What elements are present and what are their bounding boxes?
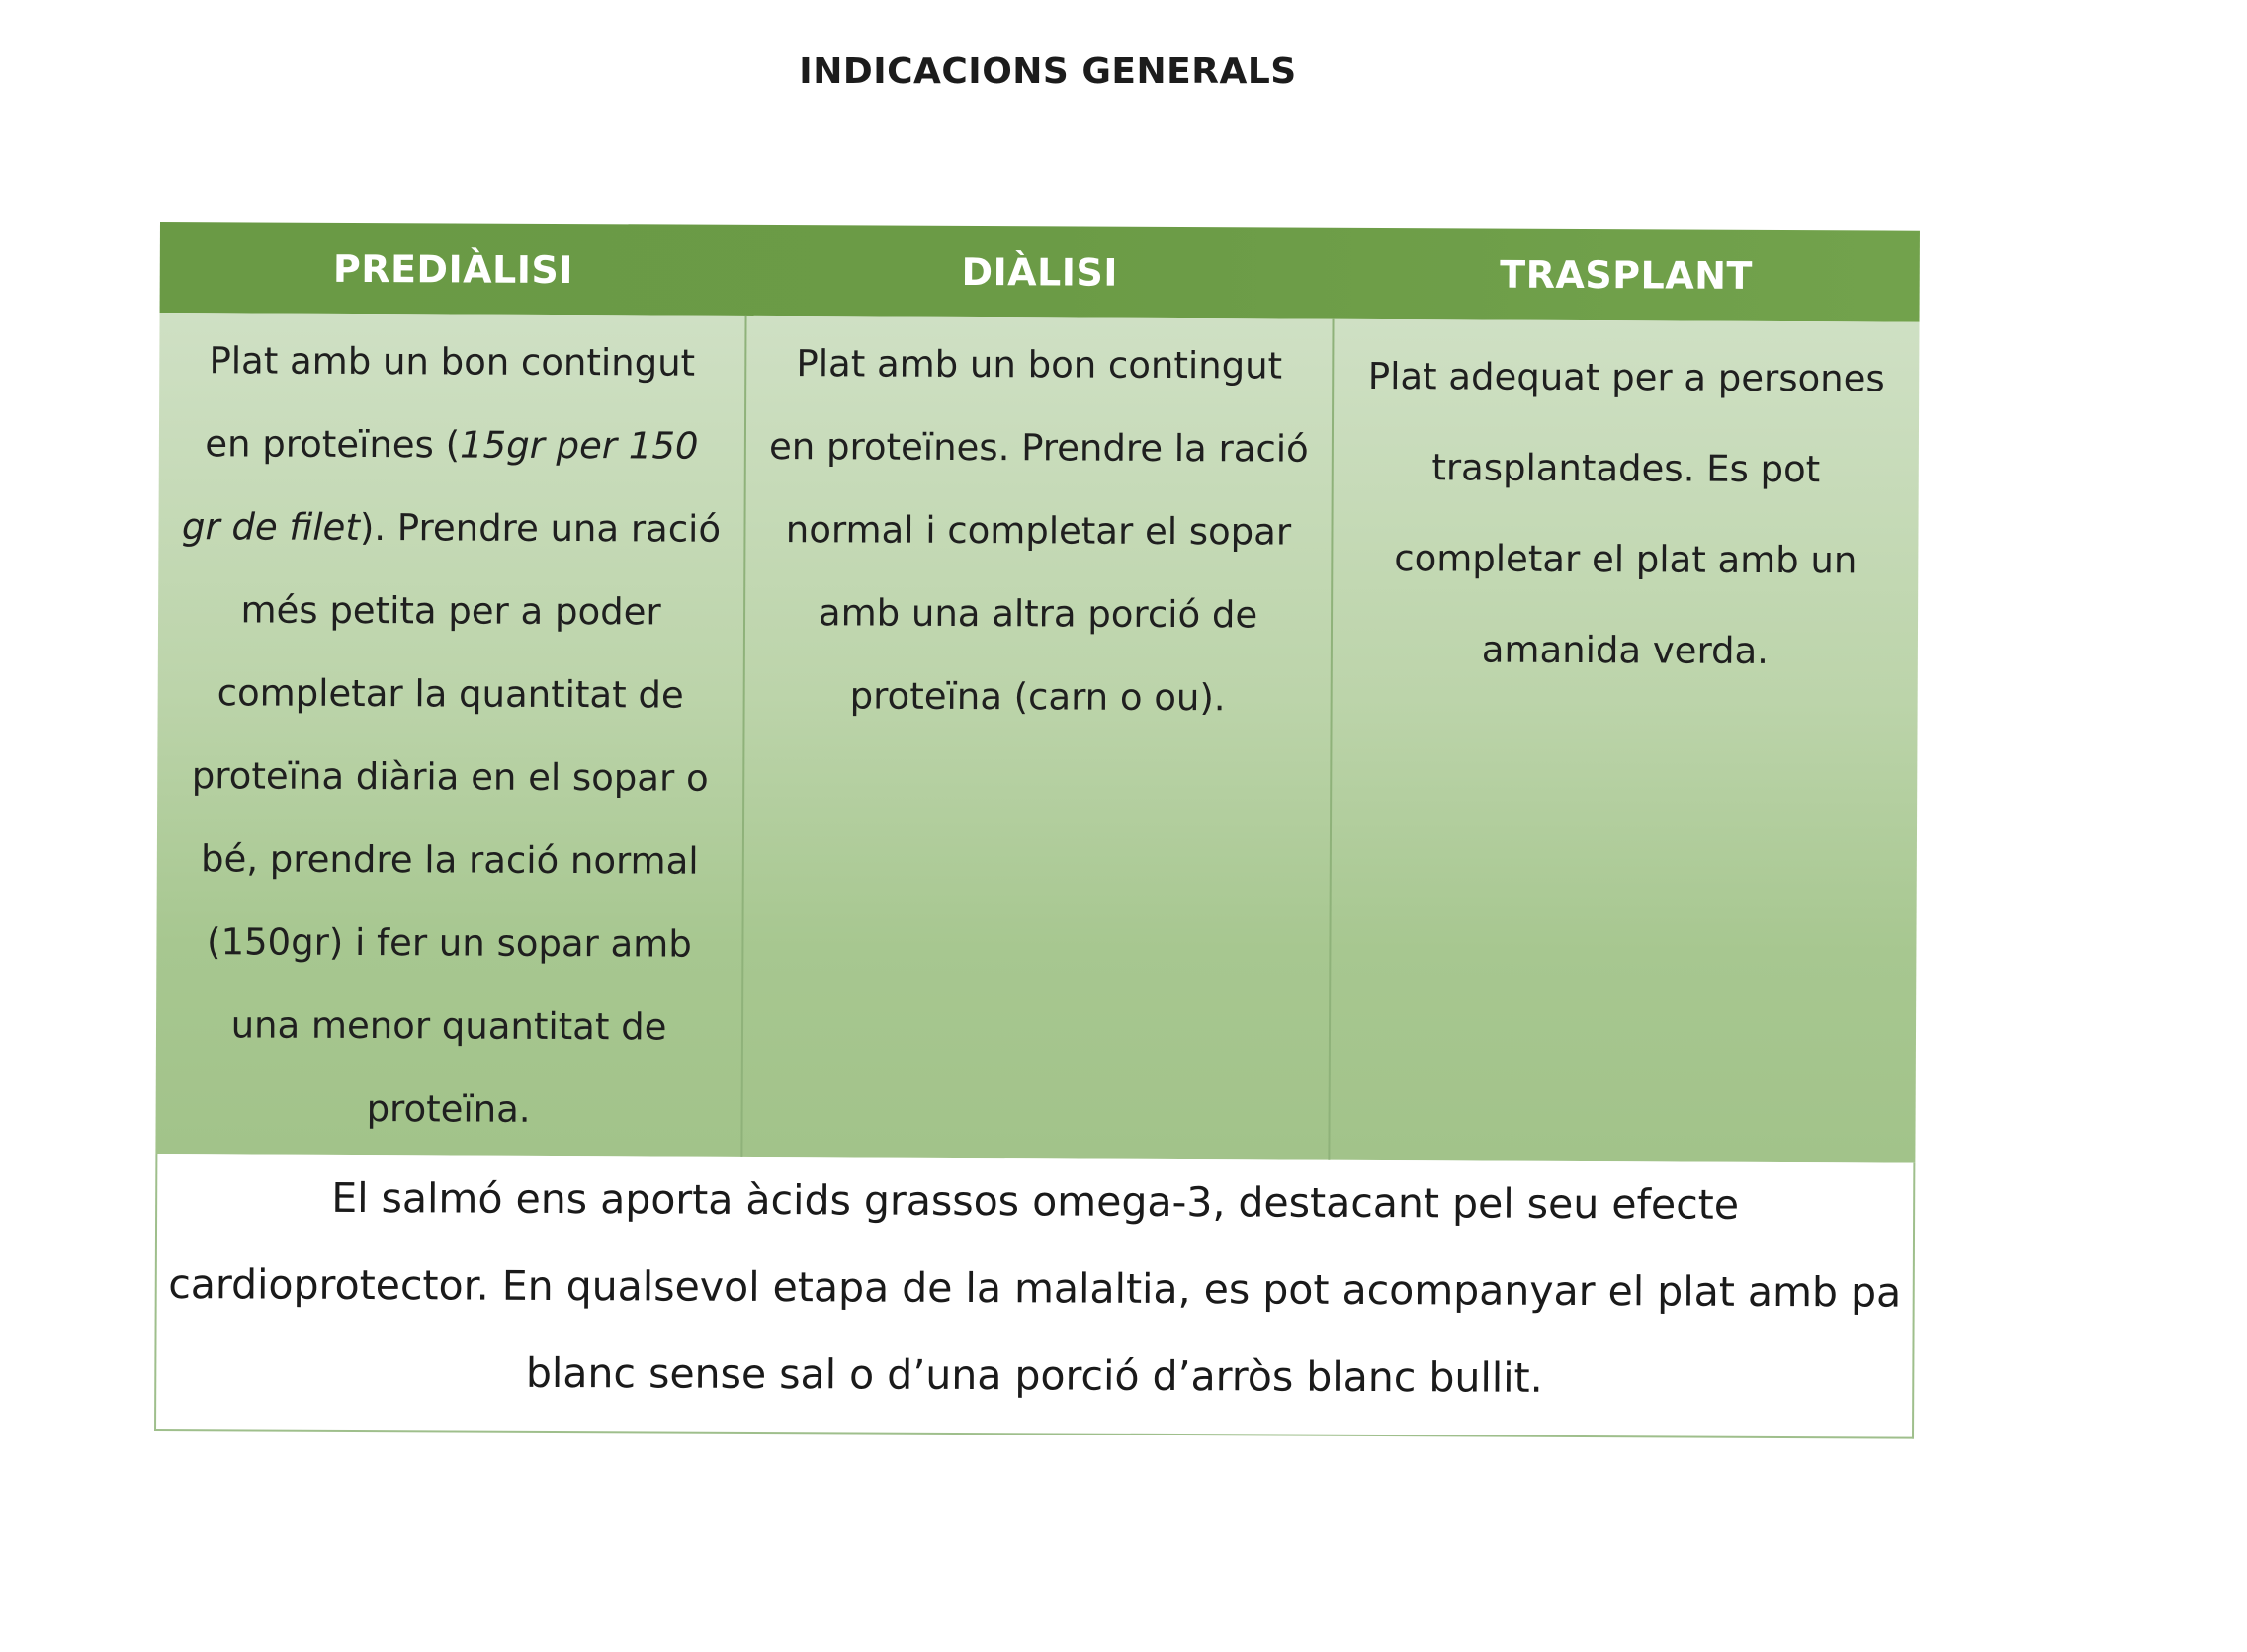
cell-trasplant: Plat adequat per a persones trasplantades. Es pot completar el plat amb un amanida verda. bbox=[1367, 354, 1885, 672]
cell-predialisi bbox=[155, 313, 746, 1157]
header-trasplant: TRASPLANT bbox=[1500, 252, 1754, 298]
predialisi-text-part1: Plat amb un bon contingut en proteïnes ( bbox=[205, 339, 696, 467]
indications-table bbox=[154, 222, 1920, 1439]
header-predialisi: PREDIÀLISI bbox=[332, 246, 574, 293]
table-body-row bbox=[155, 313, 1919, 1163]
cell-dialisi: Plat amb un bon contingut en proteïnes. Prendre la ració normal i completar el sopar amb una altra porció de proteïna (carn o ou). bbox=[742, 316, 1334, 1160]
predialisi-text-part2: ). Prendre una ració més petita per a poder completar la quantitat de proteïna diària en el sopar o bé, prendre la ració normal (150gr) i fer un sopar amb una menor quantitat de proteïna. bbox=[191, 505, 722, 1131]
table-header-row bbox=[160, 222, 1920, 322]
header-dialisi: DIÀLISI bbox=[961, 249, 1119, 295]
page-title: INDICACIONS GENERALS bbox=[799, 51, 1297, 92]
table-footer-note: El salmó ens aporta àcids grassos omega-3, destacant pel seu efecte cardioprotector. En qualsevol etapa de la malaltia, es pot acompanyar el plat amb pa blanc sense sal o d’una porció d’arròs blanc bullit. bbox=[154, 1154, 1915, 1439]
predialisi-text-italic: 15gr per 150 gr de filet bbox=[181, 423, 699, 549]
